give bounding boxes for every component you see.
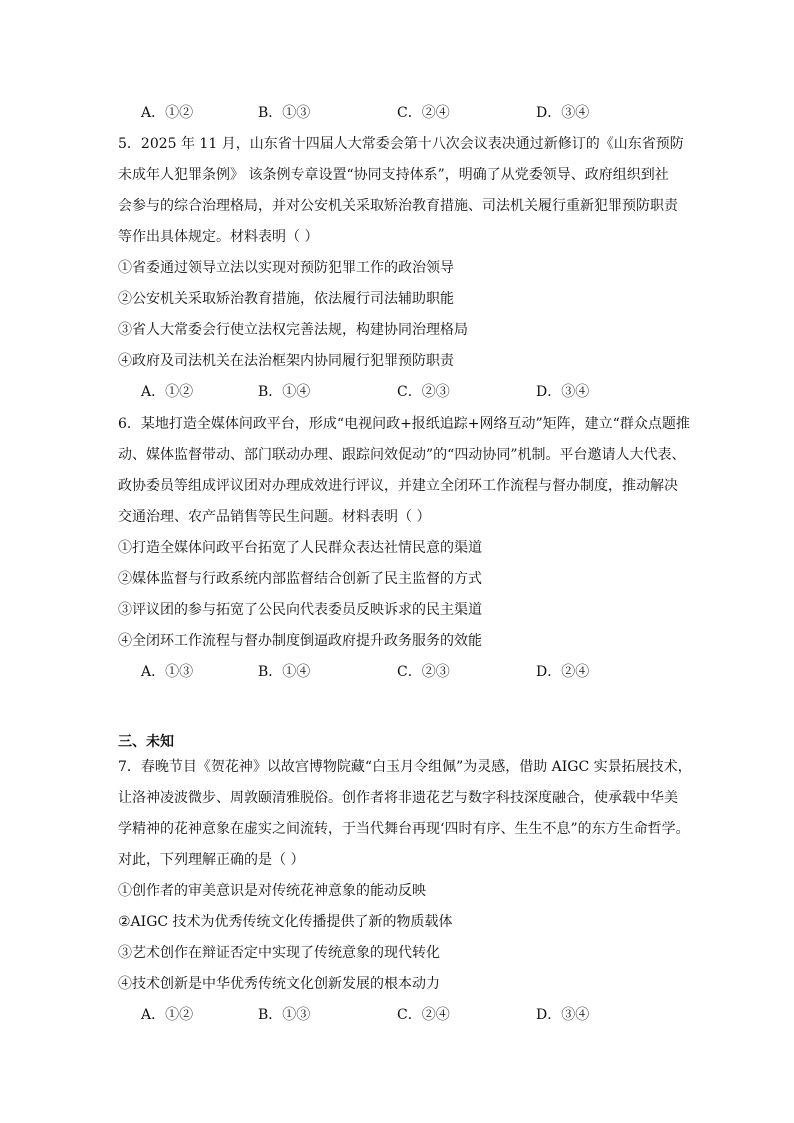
q7-item: ④技术创新是中华优秀传统文化创新发展的根本动力 [118, 976, 440, 992]
q5-stem-line: 等作出具体规定。材料表明（ ） [118, 229, 319, 245]
q7-option-b: B．①③ [258, 1007, 311, 1023]
q6-stem-line: 6．某地打造全媒体问政平台，形成“电视问政+报纸追踪+网络互动”矩阵，建立“群众点题推 [118, 416, 690, 432]
q6-stem-line: 交通治理、农产品销售等民生问题。材料表明（ ） [118, 509, 431, 525]
q6-item: ③评议团的参与拓宽了公民向代表委员反映诉求的民主渠道 [118, 602, 482, 618]
q5-option-c: C．②③ [397, 384, 450, 400]
q5-item: ④政府及司法机关在法治框架内协同履行犯罪预防职责 [118, 353, 454, 369]
q5-stem-line: 未成年人犯罪条例》 该条例专章设置“协同支持体系”，明确了从党委领导、政府组织到社 [118, 167, 669, 183]
q6-item: ①打造全媒体问政平台拓宽了人民群众表达社情民意的渠道 [118, 540, 482, 556]
q7-item: ①创作者的审美意识是对传统花神意象的能动反映 [118, 883, 426, 899]
q7-options [141, 1005, 661, 1025]
q6-option-d: D．②④ [536, 664, 590, 680]
q7-stem-line: 学精神的花神意象在虚实之间流转，于当代舞台再现‘四时有序、生生不息”的东方生命哲学。 [118, 821, 690, 837]
q6-stem-line: 动、媒体监督带动、部门联动办理、跟踪问效促动”的“四动协同”机制。平台邀请人大代表、 [118, 447, 686, 463]
q6-option-c: C．②③ [397, 664, 450, 680]
q7-item: ③艺术创作在辩证否定中实现了传统意象的现代转化 [118, 945, 440, 961]
q6-stem-line: 政协委员等组成评议团对办理成效进行评议，并建立全闭环工作流程与督办制度，推动解决 [118, 478, 678, 494]
q5-options [141, 382, 661, 402]
q7-option-c: C．②④ [397, 1007, 450, 1023]
q6-option-a: A．①③ [141, 664, 194, 680]
q4-option-b: B．①③ [258, 105, 311, 121]
q5-stem-line: 会参与的综合治理格局，并对公安机关采取矫治教育措施、司法机关履行重新犯罪预防职责 [118, 198, 678, 214]
q6-option-b: B．①④ [258, 664, 311, 680]
q4-option-c: C．②④ [397, 105, 450, 121]
q6-options [141, 662, 661, 682]
q7-option-a: A．①② [141, 1007, 194, 1023]
q7-stem-line: 7．春晚节目《贺花神》以故宫博物院藏“白玉月令组佩”为灵感，借助 AIGC 实景拓展技术， [118, 759, 692, 775]
q5-option-a: A．①② [141, 384, 194, 400]
q7-item: ②AIGC 技术为优秀传统文化传播提供了新的物质载体 [118, 914, 453, 930]
section-heading: 三、未知 [118, 734, 174, 750]
q4-options [141, 103, 661, 123]
q5-option-d: D．③④ [536, 384, 590, 400]
q5-item: ②公安机关采取矫治教育措施，依法履行司法辅助职能 [118, 291, 454, 307]
q7-option-d: D．③④ [536, 1007, 590, 1023]
q5-stem-line: 5．2025 年 11 月，山东省十四届人大常委会第十八次会议表决通过新修订的《山东省预防 [118, 136, 684, 152]
q6-item: ②媒体监督与行政系统内部监督结合创新了民主监督的方式 [118, 571, 482, 587]
q6-item: ④全闭环工作流程与督办制度倒逼政府提升政务服务的效能 [118, 633, 482, 649]
q7-stem-line: 让洛神凌波微步、周敦颐清雅脱俗。创作者将非遗花艺与数字科技深度融合，使承载中华美 [118, 790, 678, 806]
q5-item: ③省人大常委会行使立法权完善法规，构建协同治理格局 [118, 322, 468, 338]
q4-option-d: D．③④ [536, 105, 590, 121]
q5-option-b: B．①④ [258, 384, 311, 400]
q7-stem-line: 对此，下列理解正确的是（ ） [118, 852, 305, 868]
q5-item: ①省委通过领导立法以实现对预防犯罪工作的政治领导 [118, 260, 454, 276]
q4-option-a: A．①② [141, 105, 194, 121]
